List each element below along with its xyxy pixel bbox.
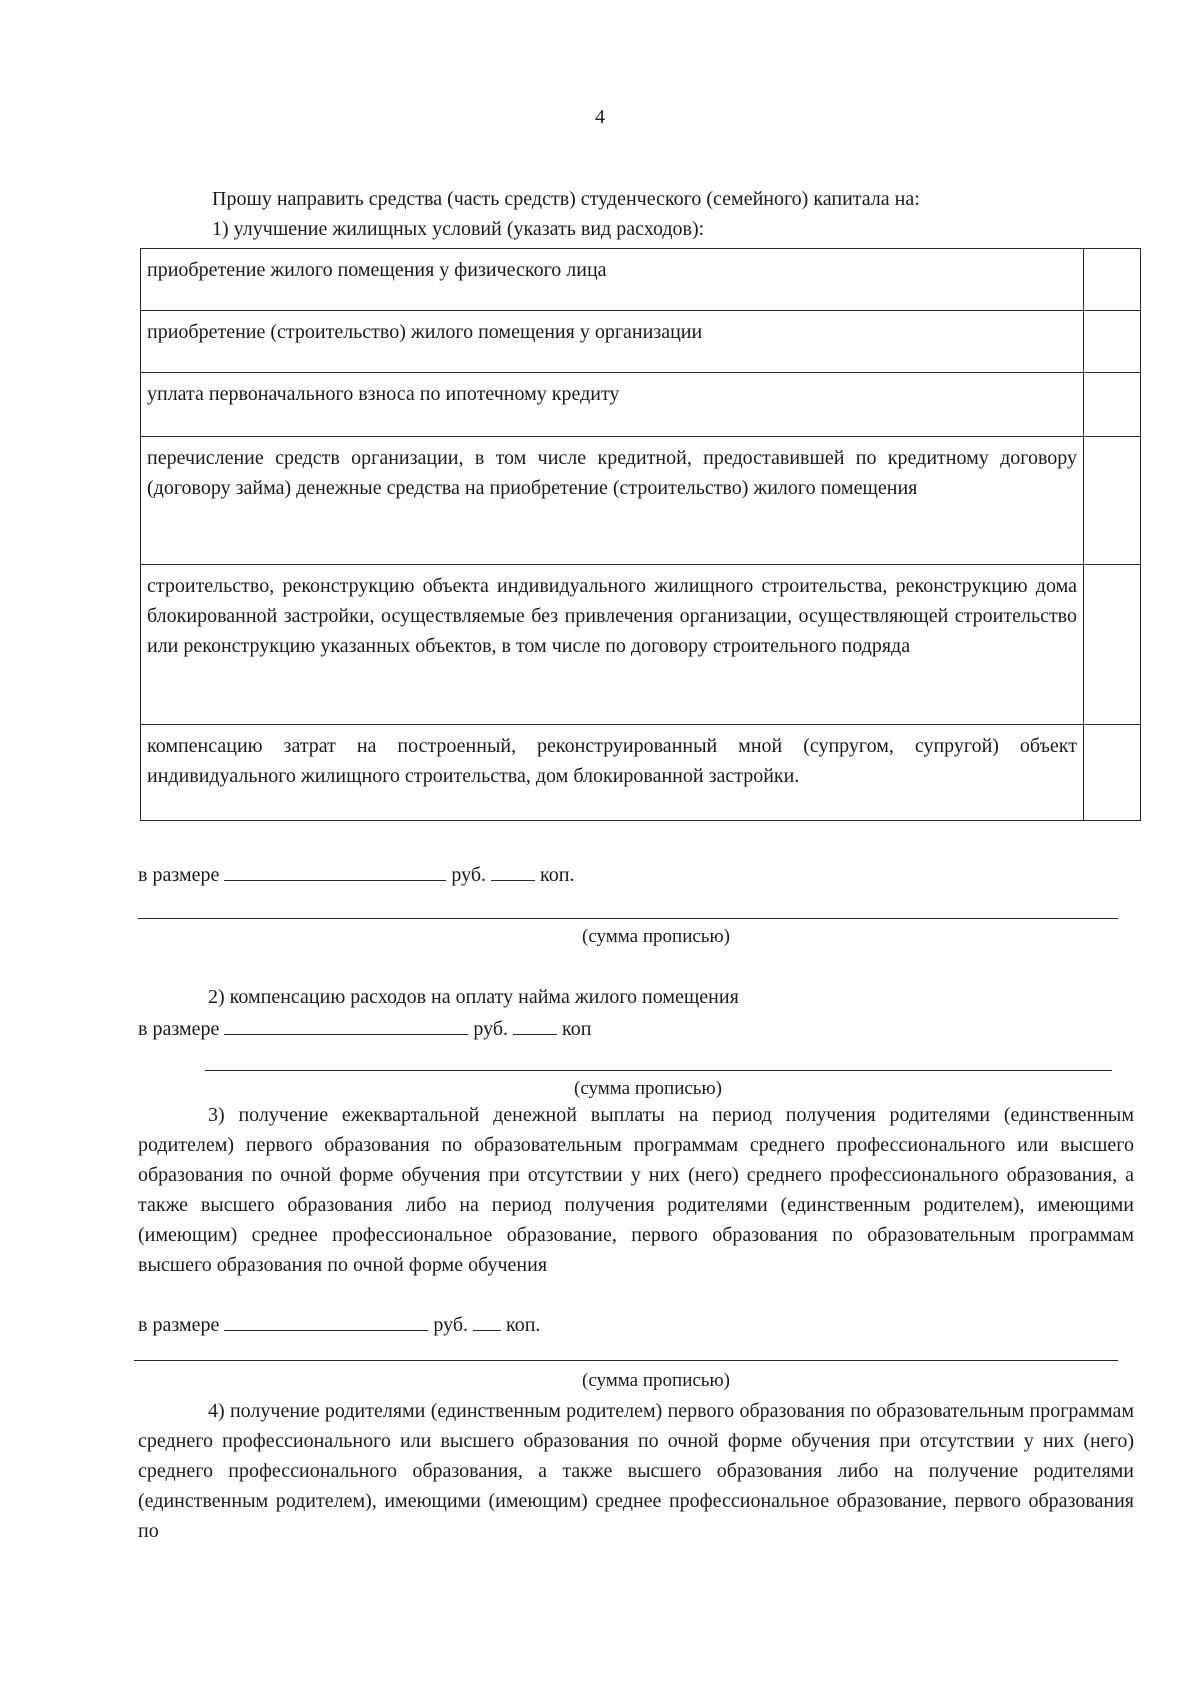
- option-label: строительство, реконструкцию объекта индивидуального жилищного строительства, реконструкцию дома блокированной застройки, осуществляемые без привлечения организации, осуществляющей строительство или реконструкцию указанных объектов, в том числе по договору строительного подряда: [141, 565, 1084, 725]
- amount1-row: [138, 858, 574, 890]
- section1-heading: 1) улучшение жилищных условий (указать вид расходов):: [212, 218, 705, 240]
- page-number: 4: [595, 106, 605, 128]
- option-label: компенсацию затрат на построенный, реконструированный мной (супругом, супругой) объект индивидуального жилищного строительства, дом блокированной застройки.: [141, 725, 1084, 821]
- amount-rub-field[interactable]: [224, 1308, 428, 1331]
- table-row: [141, 725, 1141, 821]
- amount-kop-field[interactable]: [513, 1012, 557, 1035]
- amount3-caption: (сумма прописью): [582, 1370, 730, 1391]
- rub-label: руб.: [473, 1018, 509, 1040]
- section2-text: 2) компенсацию расходов на оплату найма жилого помещения: [208, 986, 739, 1008]
- option-label: перечисление средств организации, в том числе кредитной, предоставившей по кредитному договору (договору займа) денежные средства на приобретение (строительство) жилого помещения: [141, 437, 1084, 565]
- amount-prefix: в размере: [138, 1314, 220, 1336]
- table-row: [141, 565, 1141, 725]
- amount3-row: [138, 1308, 540, 1340]
- table-row: [141, 311, 1141, 373]
- option-label: приобретение (строительство) жилого помещения у организации: [141, 311, 1084, 373]
- amount2-row: [138, 1012, 591, 1044]
- option-checkbox[interactable]: [1084, 373, 1141, 437]
- intro-request-text: Прошу направить средства (часть средств) студенческого (семейного) капитала на:: [212, 188, 920, 210]
- option-checkbox[interactable]: [1084, 249, 1141, 311]
- table-row: [141, 249, 1141, 311]
- amount3-words-field[interactable]: [134, 1360, 1118, 1361]
- rub-label: руб.: [451, 864, 487, 886]
- option-checkbox[interactable]: [1084, 311, 1141, 373]
- table-row: [141, 373, 1141, 437]
- amount-rub-field[interactable]: [224, 858, 446, 881]
- kop-label: коп.: [506, 1314, 541, 1336]
- option-checkbox[interactable]: [1084, 565, 1141, 725]
- kop-label: коп: [562, 1018, 592, 1040]
- section4-paragraph: [138, 1396, 1134, 1546]
- amount-kop-field[interactable]: [491, 858, 535, 881]
- section3-paragraph: [138, 1100, 1134, 1280]
- option-checkbox[interactable]: [1084, 437, 1141, 565]
- housing-options-table: [140, 248, 1141, 821]
- amount-rub-field[interactable]: [224, 1012, 468, 1035]
- amount-prefix: в размере: [138, 1018, 220, 1040]
- section4-text: 4) получение родителями (единственным родителем) первого образования по образовательным программам среднего профессионального или высшего образования по очной форме обучения при отсутствии у них (него) среднего профессионального образования, а также высшего образования либо на получение родителями (единственным родителем), имеющими (имеющим) среднее профессиональное образование, первого образования по: [138, 1400, 1134, 1542]
- amount1-words-field[interactable]: [138, 918, 1118, 919]
- amount2-words-field[interactable]: [205, 1070, 1112, 1071]
- option-checkbox[interactable]: [1084, 725, 1141, 821]
- option-label: уплата первоначального взноса по ипотечному кредиту: [141, 373, 1084, 437]
- table-row: [141, 437, 1141, 565]
- section3-text: 3) получение ежеквартальной денежной выплаты на период получения родителями (единственным родителем) первого образования по образовательным программам среднего профессионального или высшего образования по очной форме обучения при отсутствии у них (него) среднего профессионального образования, а также высшего образования либо на период получения родителями (единственным родителем), имеющими (имеющим) среднее профессиональное образование, первого образования по образовательным программам высшего образования по очной форме обучения: [138, 1104, 1134, 1276]
- kop-label: коп.: [540, 864, 575, 886]
- amount-prefix: в размере: [138, 864, 220, 886]
- rub-label: руб.: [433, 1314, 469, 1336]
- amount-kop-field[interactable]: [473, 1308, 501, 1331]
- option-label: приобретение жилого помещения у физического лица: [141, 249, 1084, 311]
- amount1-caption: (сумма прописью): [582, 926, 730, 947]
- amount2-caption: (сумма прописью): [574, 1078, 722, 1099]
